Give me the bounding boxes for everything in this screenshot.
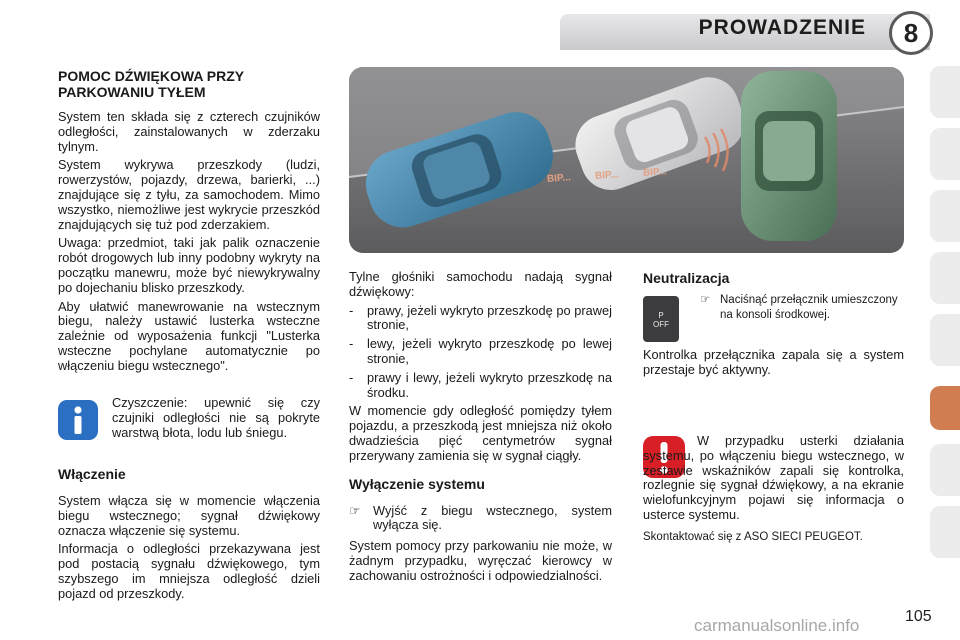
- parking-sensor-switch-icon: [643, 296, 679, 342]
- beep-label: BIP...: [594, 169, 620, 182]
- chapter-tab[interactable]: [930, 314, 960, 366]
- green-car: [741, 71, 837, 241]
- paragraph: Aby ułatwić manewrowanie na wstecznym biegu, należy ustawić lusterka wsteczne zależnie od wyposażenia funkcji "Lusterka wsteczne pochylane automatycznie po włączeniu biegu wstecznego".: [58, 298, 320, 373]
- paragraph: Tylne głośniki samochodu nadają sygnał dźwiękowy:: [349, 269, 612, 299]
- paragraph: System pomocy przy parkowaniu nie może, w żadnym przypadku, wyręczać kierowcy w zachowaniu ostrożności i odpowiedzialności.: [349, 538, 612, 583]
- chapter-tab[interactable]: [930, 66, 960, 118]
- chapter-tab-active[interactable]: [930, 386, 960, 430]
- paragraph: System wykrywa przeszkody (ludzi, rowerzystów, pojazdy, drzewa, barierki, ...) znajdujące się z tyłu, za samochodem. Mimo wszystko, niemożliwe jest wykrycie przeszkód znajdujących się tuż pod zderzakiem.: [58, 157, 320, 232]
- list-item: [349, 504, 612, 534]
- switch-label-bottom: OFF: [653, 320, 669, 329]
- watermark: carmanualsonline.info: [694, 616, 860, 635]
- section-heading: Wyłączenie systemu: [349, 475, 485, 492]
- list-item-text: prawy i lewy, jeżeli wykryto przeszkodę na środku.: [367, 369, 612, 400]
- list-item-text: lewy, jeżeli wykryto przeszkodę po lewej stronie,: [367, 336, 612, 366]
- section-title: POMOC DŹWIĘKOWA PRZY PARKOWANIU TYŁEM: [58, 68, 244, 100]
- chapter-number-badge: 8: [889, 11, 933, 55]
- chapter-tab[interactable]: [930, 190, 960, 242]
- bullet-dash: -: [349, 369, 354, 385]
- list-item-text: Wyjść z biegu wstecznego, system wyłącza się.: [373, 502, 612, 533]
- chapter-tab[interactable]: [930, 506, 960, 558]
- warning-paragraph: W przypadku usterki działania systemu, po włączeniu biegu wstecznego, w zestawie wskaźników zapali się kontrolka, rozlegnie się sygnał dźwiękowy, a na ekranie wielofunkcyjnym pojawi się informacja o usterce systemu.: [643, 433, 904, 522]
- beep-label: BIP...: [642, 166, 668, 179]
- chapter-tab[interactable]: [930, 252, 960, 304]
- middle-column: [349, 270, 612, 584]
- switch-label-top: P: [658, 311, 664, 320]
- enable-section: [58, 466, 320, 602]
- paragraph: Uwaga: przedmiot, taki jak palik oznaczenie robót drogowych lub inny podobny wykryty na początku manewru, może być niewykrywalny po dojechaniu blisko przeszkody.: [58, 235, 320, 295]
- beep-label: BIP...: [546, 172, 572, 185]
- section-heading: Neutralizacja: [643, 270, 730, 286]
- chapter-tab[interactable]: [930, 444, 960, 496]
- list-item-text: prawy, jeżeli wykryto przeszkodę po prawej stronie,: [367, 302, 612, 333]
- left-column: [58, 68, 320, 374]
- paragraph: W momencie gdy odległość pomiędzy tyłem pojazdu, a przeszkodą jest mniejsza niż około dwadzieścia pięć centymetrów sygnał przerywany zamienia się w sygnał ciągły.: [349, 403, 612, 463]
- paragraph: Kontrolka przełącznika zapala się a system przestaje być aktywny.: [643, 347, 904, 377]
- info-note: Czyszczenie: upewnić się czy czujniki odległości nie są pokryte warstwą błota, lodu lub śniegu.: [112, 395, 320, 440]
- pointing-hand-icon: ☞: [349, 502, 361, 518]
- list-item: [349, 371, 612, 401]
- list-item: [349, 337, 612, 367]
- list-item-text: Naciśnąć przełącznik umieszczony na konsoli środkowej.: [720, 294, 898, 321]
- paragraph: System włącza się w momencie włączenia biegu wstecznego; sygnał dźwiękowy oznacza włączenie się systemu.: [58, 493, 320, 538]
- contact-text: Skontaktować się z ASO SIECI PEUGEOT.: [643, 531, 863, 543]
- pointing-hand-icon: ☞: [700, 294, 711, 306]
- list-item: [700, 293, 904, 323]
- section-heading: Włączenie: [58, 466, 126, 482]
- page-number: 105: [905, 608, 932, 625]
- paragraph: Informacja o odległości przekazywana jest pod postacią sygnału dźwiękowego, tym szybszego im mniejsza odległość dzieli pojazd od przeszkody.: [58, 541, 320, 601]
- chapter-title: PROWADZENIE: [698, 16, 866, 39]
- paragraph: System ten składa się z czterech czujników odległości, zainstalowanych w zderzaku tylnym.: [58, 109, 320, 154]
- parking-illustration: [349, 67, 904, 253]
- chapter-tab[interactable]: [930, 128, 960, 180]
- bullet-dash: -: [349, 302, 354, 318]
- chapter-tabs: [928, 66, 960, 606]
- list-item: [349, 304, 612, 334]
- info-icon: [58, 400, 98, 440]
- bullet-dash: -: [349, 336, 354, 352]
